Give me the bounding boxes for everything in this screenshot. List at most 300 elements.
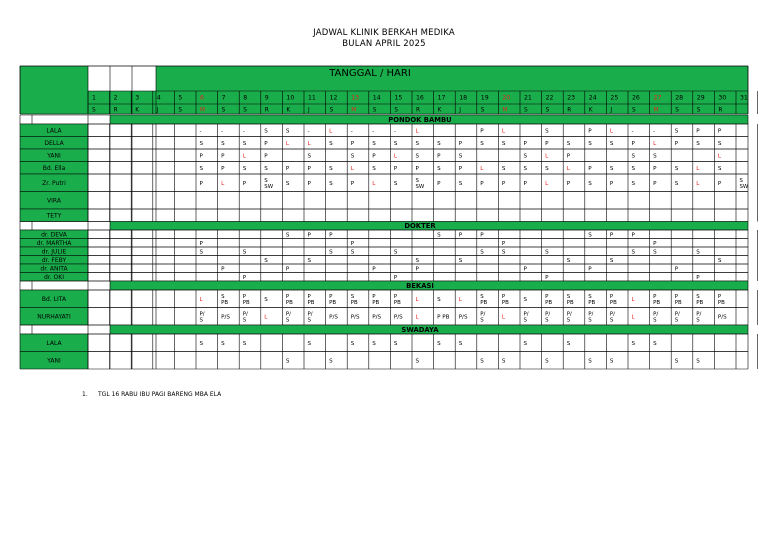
shift-code: L — [415, 296, 419, 303]
shift-code: P — [199, 180, 203, 187]
shift-code: S — [653, 249, 657, 256]
shift-code-sub: S — [588, 317, 592, 324]
day-number: 20 — [502, 94, 511, 102]
day-initial: M — [653, 107, 659, 114]
shift-code: P — [501, 293, 506, 300]
shift-code: S — [415, 140, 420, 147]
day-initial: M — [200, 107, 206, 114]
shift-code: P/S — [221, 314, 230, 321]
day-initial: K — [135, 107, 140, 114]
shift-code: P/S — [372, 314, 382, 321]
staff-name: dr. FEBY — [41, 256, 67, 264]
shift-code: L — [264, 314, 268, 321]
shift-code: L — [372, 180, 376, 187]
shift-code: - — [631, 128, 634, 135]
shift-code: P/ — [696, 311, 702, 318]
shift-code: P — [653, 165, 657, 172]
shift-code: P — [588, 165, 592, 172]
shift-code: - — [350, 128, 353, 135]
shift-code-sub: PB — [285, 299, 293, 306]
day-number: 15 — [394, 94, 403, 102]
shift-code: P — [545, 140, 549, 147]
shift-code: S — [631, 249, 636, 256]
shift-code: S — [674, 180, 679, 187]
shift-code: L — [415, 314, 419, 321]
shift-code: P — [566, 180, 571, 187]
shift-code: S — [631, 180, 636, 187]
staff-name: Zr. Putri — [42, 179, 66, 187]
shift-code: S — [307, 153, 312, 160]
staff-name: YANI — [47, 152, 61, 160]
section-title: PONDOK BAMBU — [388, 115, 452, 124]
shift-code-sub: PB — [372, 299, 380, 306]
shift-code: P — [501, 180, 506, 187]
shift-code: P/ — [674, 311, 680, 318]
shift-code-sub: PB — [609, 299, 617, 306]
shift-code: P — [350, 180, 355, 187]
day-number: 13 — [351, 94, 360, 102]
shift-code-sub: S — [566, 317, 571, 324]
day-number: 24 — [588, 94, 597, 102]
shift-code-sub: PB — [545, 299, 553, 306]
day-number: 19 — [480, 94, 489, 102]
shift-code: S — [717, 140, 722, 147]
shift-code: L — [480, 165, 484, 172]
shift-code: P — [674, 266, 679, 273]
shift-code: P — [458, 232, 463, 239]
day-initial: J — [156, 107, 159, 114]
day-initial: J — [308, 107, 310, 114]
shift-code: S — [501, 165, 506, 172]
shift-code: S — [501, 249, 506, 256]
shift-code: P — [199, 153, 203, 160]
shift-code: - — [221, 128, 224, 135]
day-initial: R — [718, 107, 723, 114]
shift-code: - — [199, 128, 202, 135]
shift-code-sub: S — [480, 317, 484, 324]
day-initial: S — [480, 107, 485, 114]
shift-code: P — [674, 293, 678, 300]
shift-code: S — [415, 153, 420, 160]
shift-code: P — [350, 240, 355, 247]
shift-code: P — [221, 165, 225, 172]
shift-code: S — [221, 140, 225, 147]
shift-code: S — [307, 340, 312, 347]
shift-code: S — [372, 165, 376, 172]
shift-code: P — [264, 153, 268, 160]
shift-code: P — [393, 274, 398, 281]
shift-code-sub: S — [696, 317, 700, 324]
shift-code: S — [674, 358, 679, 365]
day-number: 9 — [264, 94, 269, 102]
shift-code: S — [458, 180, 463, 187]
shift-code: S — [415, 177, 419, 184]
shift-code: - — [372, 128, 375, 135]
day-number: 4 — [156, 94, 161, 102]
shift-code: S — [545, 165, 549, 172]
shift-code: S — [437, 340, 441, 347]
shift-code: P PB — [437, 314, 450, 321]
shift-code: S — [307, 257, 312, 264]
shift-code: P/S — [350, 314, 360, 321]
shift-code: P/ — [242, 311, 248, 318]
staff-name: VIRA — [47, 197, 61, 205]
shift-code-sub: PB — [674, 299, 682, 306]
shift-code: S — [566, 140, 571, 147]
day-number: 2 — [113, 94, 118, 102]
shift-code: S — [264, 296, 268, 303]
shift-code: P — [631, 140, 635, 147]
shift-code: P — [696, 274, 700, 281]
shift-code: L — [609, 128, 614, 135]
shift-code: S — [221, 340, 225, 347]
shift-code-sub: S — [545, 317, 549, 324]
shift-code: S — [242, 140, 247, 147]
shift-code-sub: PB — [242, 299, 250, 306]
shift-code: P — [653, 180, 657, 187]
shift-code-sub: S — [242, 317, 247, 324]
shift-code: - — [653, 128, 656, 135]
shift-code: P — [717, 180, 722, 187]
shift-code: L — [393, 153, 398, 160]
shift-code: P — [393, 293, 398, 300]
shift-code-sub: SW — [415, 183, 425, 190]
shift-code: L — [307, 140, 311, 147]
shift-code: L — [653, 140, 657, 147]
shift-code: S — [631, 153, 636, 160]
shift-code: S — [372, 140, 376, 147]
day-initial: S — [221, 107, 226, 114]
shift-code: P — [609, 180, 614, 187]
shift-code: S — [393, 140, 398, 147]
shift-code: S — [609, 140, 614, 147]
header-corner — [20, 66, 88, 114]
shift-code: P — [415, 165, 419, 172]
day-number: 1 — [92, 94, 96, 102]
shift-code: L — [501, 128, 506, 135]
shift-code: P — [350, 140, 355, 147]
shift-code: P — [285, 165, 290, 172]
shift-code: P — [242, 180, 247, 187]
shift-code: S — [458, 340, 463, 347]
day-initial: S — [329, 107, 334, 114]
shift-code: - — [307, 128, 310, 135]
shift-code: P — [458, 165, 463, 172]
shift-code: S — [696, 140, 700, 147]
day-number: 28 — [675, 94, 684, 102]
day-number: 22 — [545, 94, 554, 102]
shift-code: P — [523, 180, 527, 187]
shift-code: S — [523, 340, 528, 347]
shift-code: S — [696, 358, 700, 365]
shift-code: L — [242, 153, 246, 160]
day-number: 10 — [286, 94, 295, 102]
shift-code-sub: S — [674, 317, 679, 324]
shift-code: P — [696, 128, 700, 135]
shift-code: P — [674, 140, 679, 147]
staff-name: dr. ANITA — [40, 265, 68, 273]
day-initial: J — [610, 107, 613, 114]
day-number: 25 — [610, 94, 619, 102]
shift-code: P — [717, 128, 722, 135]
shift-code: P — [437, 153, 441, 160]
staff-name: YANI — [47, 357, 61, 365]
staff-name: dr. JULIE — [41, 248, 67, 256]
shift-code-sub: PB — [717, 299, 725, 306]
day-initial: S — [178, 107, 183, 114]
shift-code: P — [285, 266, 290, 273]
shift-code: S — [415, 257, 420, 264]
shift-code: - — [393, 128, 396, 135]
shift-code: L — [545, 180, 549, 187]
shift-code: P — [566, 153, 571, 160]
shift-code: S — [285, 128, 290, 135]
shift-code-sub: PB — [480, 299, 488, 306]
shift-code: P/ — [523, 311, 529, 318]
shift-code: S — [199, 340, 204, 347]
shift-code-sub: PB — [350, 299, 358, 306]
day-number: 29 — [696, 94, 705, 102]
section-title: DOKTER — [404, 221, 436, 230]
day-number: 7 — [221, 94, 226, 102]
shift-code: P/ — [285, 311, 291, 318]
shift-code: L — [199, 296, 203, 303]
shift-code: S — [609, 165, 614, 172]
shift-code: S — [329, 358, 333, 365]
shift-code: L — [221, 180, 225, 187]
shift-code: - — [242, 128, 245, 135]
shift-code: P — [199, 240, 203, 247]
shift-code: P — [523, 140, 527, 147]
shift-code: P — [393, 165, 398, 172]
staff-name: dr. DEVA — [41, 231, 67, 239]
shift-code: S — [242, 340, 247, 347]
day-number: 21 — [524, 94, 532, 102]
staff-name: TETY — [46, 212, 62, 220]
shift-code: L — [458, 296, 462, 303]
shift-code: P — [372, 293, 376, 300]
shift-code: S — [653, 153, 657, 160]
shift-code: S — [264, 177, 268, 184]
shift-code: S — [501, 140, 506, 147]
footnote-number: 1. — [82, 391, 88, 398]
shift-code: S — [437, 232, 441, 239]
shift-code: P — [372, 153, 376, 160]
shift-code-sub: S — [523, 317, 527, 324]
shift-code: P/ — [653, 311, 659, 318]
shift-code: S — [588, 232, 592, 239]
day-initial: S — [92, 107, 96, 114]
shift-code: S — [264, 257, 268, 264]
shift-code: L — [285, 140, 290, 147]
shift-code: P — [480, 232, 484, 239]
staff-name: LALA — [46, 339, 62, 347]
shift-code: S — [329, 165, 333, 172]
shift-code: P — [609, 232, 614, 239]
shift-code: S — [437, 296, 441, 303]
day-initial: R — [113, 107, 118, 114]
day-number: 26 — [632, 94, 640, 102]
shift-code: P — [523, 266, 527, 273]
shift-code: S — [609, 257, 614, 264]
shift-code: S — [285, 180, 290, 187]
shift-code: S — [242, 249, 247, 256]
shift-code-sub: SW — [739, 183, 749, 190]
shift-code: P — [458, 140, 463, 147]
day-initial: S — [372, 107, 377, 114]
shift-code: S — [329, 249, 333, 256]
shift-code: P/ — [566, 311, 572, 318]
shift-code: P — [545, 274, 549, 281]
shift-code: P — [480, 180, 484, 187]
shift-code: P — [437, 180, 441, 187]
shift-code: S — [458, 257, 463, 264]
day-initial: J — [459, 107, 461, 114]
shift-code: S — [350, 340, 355, 347]
shift-code-sub: SW — [264, 183, 274, 190]
shift-code: S — [588, 293, 592, 300]
staff-name: dr. OKI — [44, 273, 64, 281]
shift-code: S — [393, 180, 398, 187]
shift-code: P — [242, 293, 246, 300]
shift-code: S — [350, 249, 355, 256]
staff-name: Bd. LITA — [41, 295, 67, 303]
day-initial: R — [567, 107, 572, 114]
shift-code: S — [739, 177, 743, 184]
shift-code: S — [480, 249, 484, 256]
shift-code: L — [566, 165, 570, 172]
day-initial: M — [351, 107, 357, 114]
shift-code: S — [609, 358, 614, 365]
shift-code: S — [480, 293, 484, 300]
shift-code: S — [588, 140, 592, 147]
section-title: BEKASI — [406, 281, 434, 290]
shift-code: S — [501, 358, 506, 365]
shift-code: P — [307, 165, 311, 172]
shift-code: S — [523, 165, 528, 172]
shift-code-sub: PB — [566, 299, 574, 306]
shift-code: P — [653, 240, 657, 247]
shift-code: L — [717, 153, 722, 160]
day-number: 16 — [416, 94, 424, 102]
day-initial: S — [545, 107, 550, 114]
footnote — [82, 391, 221, 398]
shift-code: P/ — [307, 311, 313, 318]
day-number: 30 — [718, 94, 727, 102]
day-initial: S — [675, 107, 679, 114]
shift-code-sub: PB — [393, 299, 401, 306]
shift-code: P — [329, 293, 333, 300]
shift-code: S — [350, 293, 355, 300]
shift-code: S — [458, 153, 463, 160]
shift-code: P — [221, 153, 225, 160]
shift-code-sub: PB — [307, 299, 315, 306]
shift-code: P — [717, 293, 722, 300]
shift-code: P — [588, 128, 592, 135]
shift-code: S — [566, 340, 571, 347]
shift-code: S — [242, 165, 247, 172]
shift-code: L — [696, 180, 700, 187]
shift-code: P/S — [329, 314, 338, 321]
shift-code-sub: S — [307, 317, 311, 324]
shift-code: S — [523, 153, 528, 160]
shift-code: P/ — [199, 311, 205, 318]
shift-code: S — [566, 293, 571, 300]
day-number: 27 — [653, 94, 662, 102]
shift-code: L — [631, 296, 635, 303]
shift-code: P/ — [480, 311, 486, 318]
shift-code: P — [480, 128, 484, 135]
day-number: 3 — [135, 94, 140, 102]
shift-code: S — [393, 340, 398, 347]
day-initial: S — [632, 107, 636, 114]
shift-code: L — [631, 314, 635, 321]
shift-code: S — [415, 358, 420, 365]
shift-code: P — [372, 266, 376, 273]
shift-code: P — [653, 293, 657, 300]
shift-code-sub: PB — [696, 299, 704, 306]
shift-code: S — [631, 165, 636, 172]
shift-code: S — [696, 249, 700, 256]
shift-code: S — [674, 128, 679, 135]
shift-code: S — [393, 249, 398, 256]
staff-name: dr. MARTHA — [36, 239, 72, 247]
shift-code: S — [264, 165, 268, 172]
shift-code: S — [674, 165, 679, 172]
day-number: 18 — [459, 94, 468, 102]
day-number: 11 — [308, 94, 316, 102]
shift-code: S — [717, 257, 722, 264]
shift-code: P — [285, 293, 290, 300]
staff-name: Bd. Ella — [42, 164, 66, 172]
shift-code: P/ — [545, 311, 551, 318]
shift-code: L — [545, 153, 549, 160]
day-number: 5 — [178, 94, 183, 102]
shift-code: L — [501, 314, 506, 321]
day-number: 8 — [243, 94, 248, 102]
day-initial: R — [416, 107, 421, 114]
shift-code: S — [545, 358, 549, 365]
shift-code: S — [545, 249, 549, 256]
shift-code: P — [307, 232, 311, 239]
shift-code: S — [566, 257, 571, 264]
day-initial: M — [502, 107, 508, 114]
shift-code-sub: PB — [329, 299, 337, 306]
shift-code: S — [588, 358, 592, 365]
shift-code: S — [285, 232, 290, 239]
shift-code: P — [545, 293, 549, 300]
shift-code: S — [199, 140, 204, 147]
footnote-text: TGL 16 RABU IBU PAGI BARENG MBA ELA — [98, 391, 222, 398]
day-number: 31 — [740, 94, 748, 102]
shift-code: S — [329, 140, 333, 147]
shift-code: P — [501, 240, 506, 247]
day-number: 17 — [437, 94, 446, 102]
shift-code: S — [717, 165, 722, 172]
day-initial: S — [696, 107, 701, 114]
shift-code: S — [285, 358, 290, 365]
shift-code: L — [329, 128, 333, 135]
shift-code: S — [480, 358, 484, 365]
shift-code: P — [221, 266, 225, 273]
shift-code: S — [696, 293, 700, 300]
shift-code-sub: S — [653, 317, 657, 324]
shift-code: P — [242, 274, 247, 281]
day-number: 23 — [567, 94, 576, 102]
shift-code: S — [264, 128, 268, 135]
day-initial: S — [243, 107, 247, 114]
staff-name: LALA — [46, 127, 62, 135]
